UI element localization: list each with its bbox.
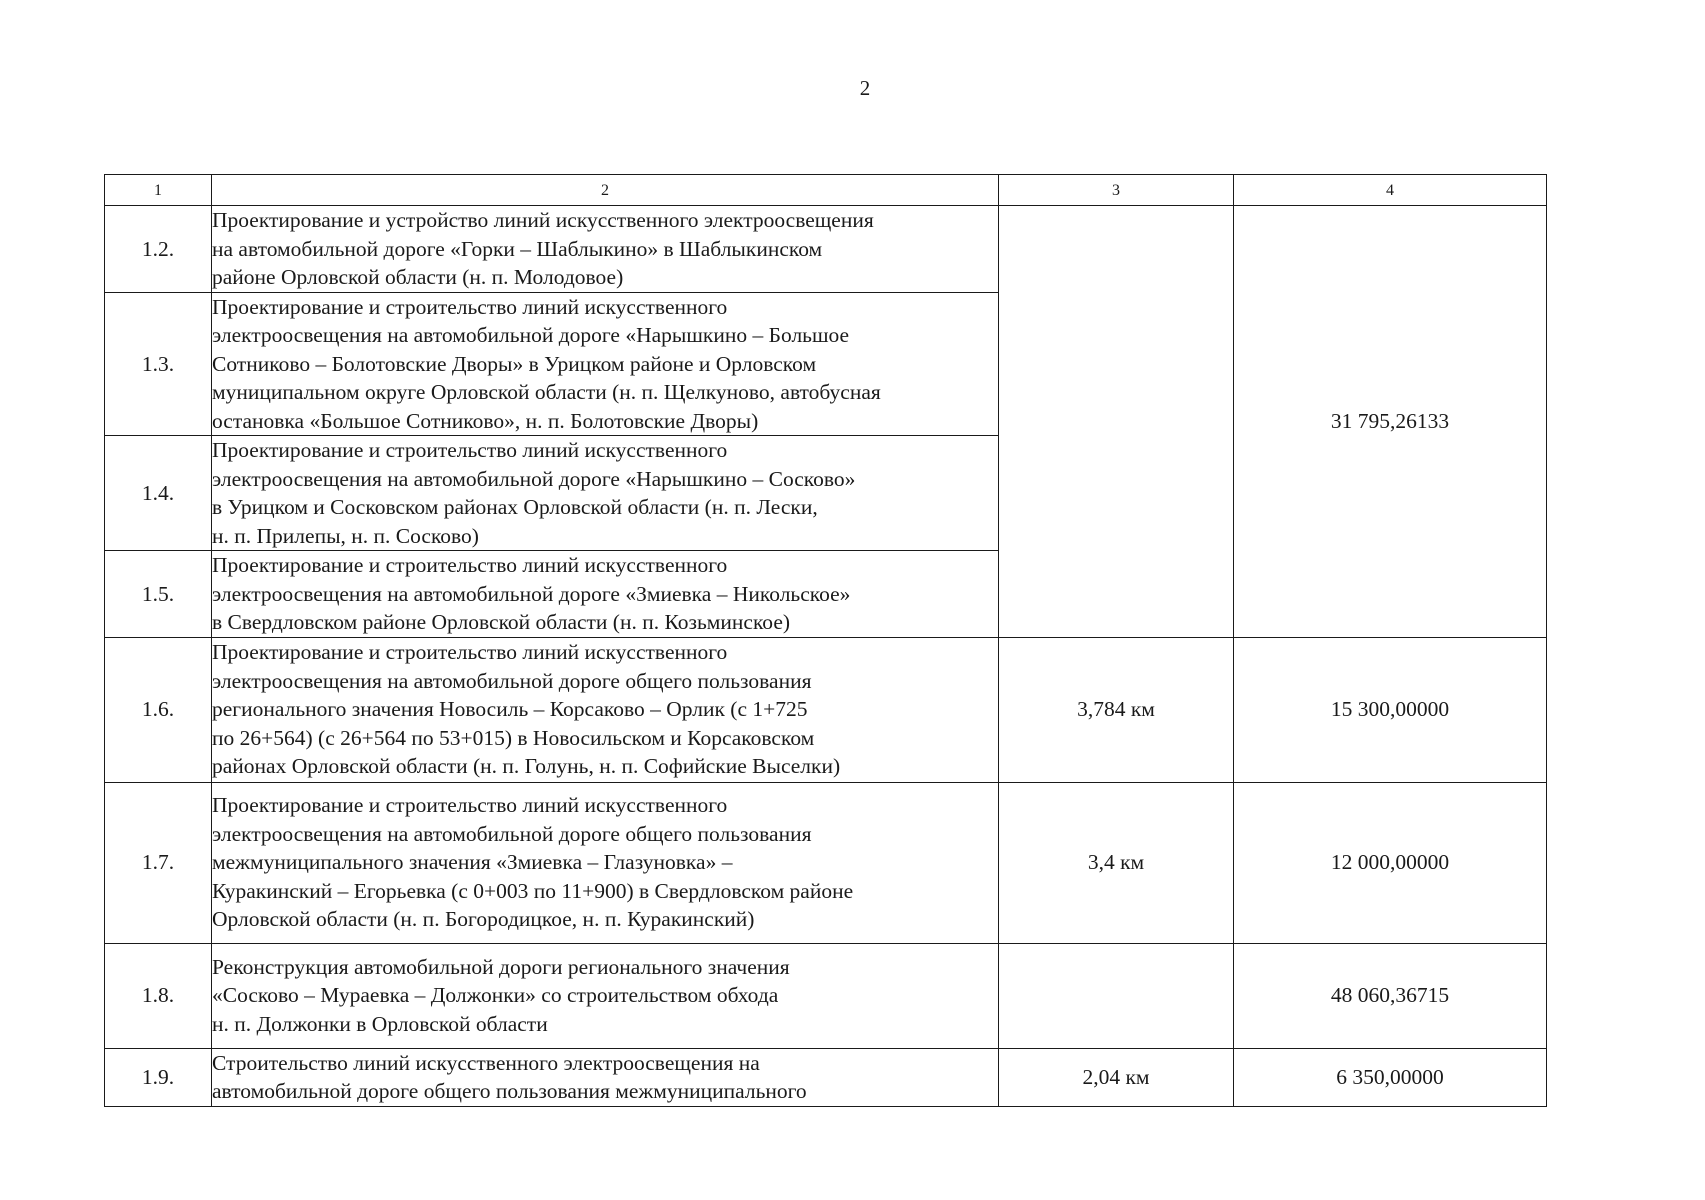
row-value (999, 206, 1234, 638)
table-header-row (105, 175, 1547, 206)
row-number: 1.6. (105, 637, 212, 782)
row-description: Проектирование и строительство линий искусственного электроосвещения на автомобильной дороге «Змиевка – Никольское» в Свердловском районе Орловской области (н. п. Козьминское) (212, 551, 999, 638)
table-row (105, 1048, 1547, 1106)
row-number: 1.3. (105, 292, 212, 436)
row-description: Реконструкция автомобильной дороги регионального значения «Сосково – Мураевка – Должонки» со строительством обхода н. п. Должонки в Орловской области (212, 943, 999, 1048)
table-row (105, 943, 1547, 1048)
row-number: 1.4. (105, 436, 212, 551)
projects-table (104, 174, 1547, 1107)
row-description: Проектирование и устройство линий искусственного электроосвещения на автомобильной дороге «Горки – Шаблыкино» в Шаблыкинском районе Орловской области (н. п. Молодовое) (212, 206, 999, 293)
row-cost: 48 060,36715 (1234, 943, 1547, 1048)
row-value: 3,4 км (999, 782, 1234, 943)
row-description: Проектирование и строительство линий искусственного электроосвещения на автомобильной дороге общего пользования межмуниципального значения «Змиевка – Глазуновка» – Куракинский – Егорьевка (с 0+003 по 11+900) в Свердловском районе Орловской области (н. п. Богородицкое, н. п. Куракинский) (212, 782, 999, 943)
row-number: 1.2. (105, 206, 212, 293)
page-number: 2 (859, 76, 871, 100)
table-row (105, 206, 1547, 293)
row-description: Проектирование и строительство линий искусственного электроосвещения на автомобильной дороге «Нарышкино – Сосково» в Урицком и Сосковском районах Орловской области (н. п. Лески, н. п. Прилепы, н. п. Сосково) (212, 436, 999, 551)
row-number: 1.5. (105, 551, 212, 638)
header-cell-2: 2 (212, 175, 999, 206)
row-number: 1.9. (105, 1048, 212, 1106)
row-value: 2,04 км (999, 1048, 1234, 1106)
row-description: Строительство линий искусственного электроосвещения на автомобильной дороге общего пользования межмуниципального (212, 1048, 999, 1106)
header-cell-1: 1 (105, 175, 212, 206)
row-value: 3,784 км (999, 637, 1234, 782)
row-description: Проектирование и строительство линий искусственного электроосвещения на автомобильной дороге «Нарышкино – Большое Сотниково – Болотовские Дворы» в Урицком районе и Орловском муниципальном округе Орловской области (н. п. Щелкуново, автобусная остановка «Большое Сотниково», н. п. Болотовские Дворы) (212, 292, 999, 436)
row-number: 1.7. (105, 782, 212, 943)
row-number: 1.8. (105, 943, 212, 1048)
table-row (105, 782, 1547, 943)
row-cost: 6 350,00000 (1234, 1048, 1547, 1106)
table-row (105, 637, 1547, 782)
row-cost: 15 300,00000 (1234, 637, 1547, 782)
header-cell-4: 4 (1234, 175, 1547, 206)
row-cost: 31 795,26133 (1234, 206, 1547, 638)
header-cell-3: 3 (999, 175, 1234, 206)
row-cost: 12 000,00000 (1234, 782, 1547, 943)
row-value (999, 943, 1234, 1048)
row-description: Проектирование и строительство линий искусственного электроосвещения на автомобильной дороге общего пользования регионального значения Новосиль – Корсаково – Орлик (с 1+725 по 26+564) (с 26+564 по 53+015) в Новосильском и Корсаковском районах Орловской области (н. п. Голунь, н. п. Софийские Выселки) (212, 637, 999, 782)
